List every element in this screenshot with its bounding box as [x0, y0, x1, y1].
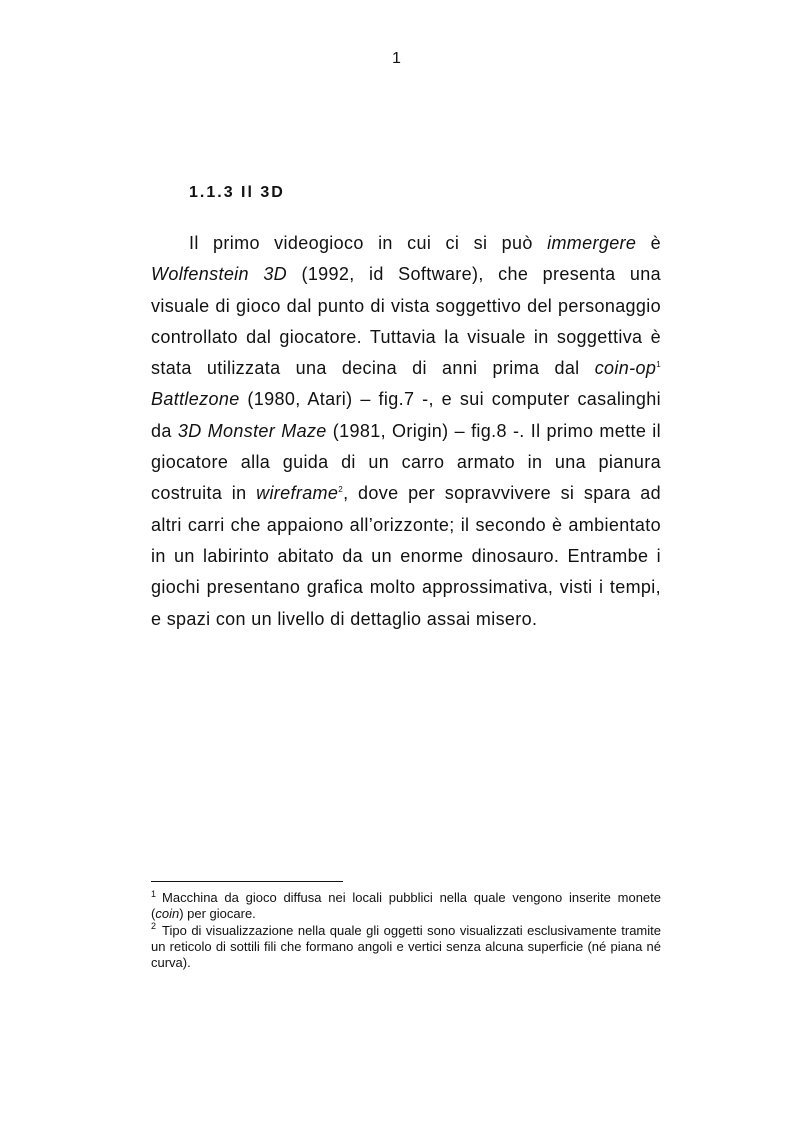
footnote-1 [151, 890, 661, 923]
footnote-text: Macchina da gioco diffusa nei locali pubblici nella quale vengono inserite monete ( [151, 890, 661, 922]
text-span: (1980, Atari) – fig.7 -, e sui computer casalinghi da [151, 389, 661, 441]
footnote-text: ) per giocare. [179, 906, 256, 922]
title-wolfenstein: Wolfenstein 3D [151, 264, 288, 285]
footnotes [151, 890, 661, 971]
footnote-number: 2 [151, 921, 157, 932]
footnote-ref-2[interactable]: 2 [338, 485, 344, 495]
body-paragraph [151, 228, 661, 635]
text-span: (1992, id Software), che presenta una visuale di gioco dal punto di vista soggettivo del personaggio controllato dal giocatore. Tuttavia la visuale in soggettiva è stata utilizzata una decina di anni prima dal [151, 264, 661, 379]
text-span: (1981, Origin) – fig.8 -. Il primo mette il giocatore alla guida di un carro armato in una pianura costruita in [151, 420, 662, 504]
term-coin-op: coin-op [594, 358, 657, 379]
footnote-number: 1 [151, 888, 157, 899]
emphasis-immergere: immergere [547, 233, 637, 253]
text-span: Il primo videogioco in cui ci si può [189, 233, 548, 253]
section-heading: 1.1.3 Il 3D [189, 184, 285, 201]
term-coin: coin [155, 906, 180, 922]
term-wireframe: wireframe [256, 483, 339, 504]
text-span: è [636, 233, 661, 253]
footnote-2 [151, 923, 661, 972]
footnote-ref-1[interactable]: 1 [656, 360, 661, 370]
title-3d-monster-maze: 3D Monster Maze [177, 420, 327, 441]
footnote-separator [151, 881, 343, 882]
text-span: , dove per sopravvivere si spara ad altri carri che appaiono all’orizzonte; il secondo è ambientato in un labirinto abitato da un enorme dinosauro. Entrambe i giochi presentano grafica molto approssimativa, visti i tempi, e spazi con un livello di dettaglio assai misero. [151, 483, 661, 629]
page-number: 1 [392, 50, 401, 67]
footnote-text: Tipo di visualizzazione nella quale gli oggetti sono visualizzati esclusivamente tramite un reticolo di sottili fili che formano angoli e vertici senza alcuna superficie (né piana né curva). [151, 922, 661, 971]
title-battlezone: Battlezone [151, 389, 240, 410]
